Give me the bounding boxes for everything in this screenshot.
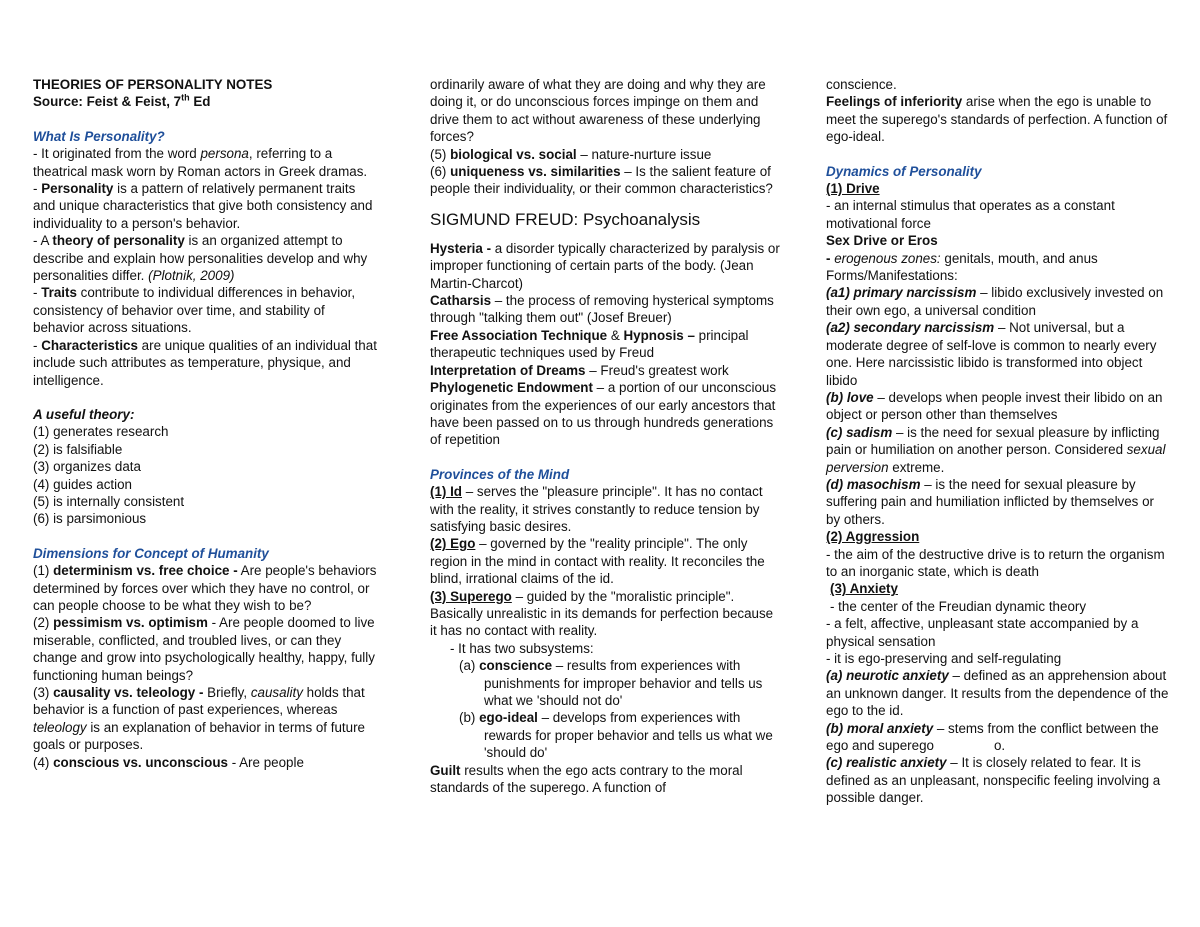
sex-drive-heading: Sex Drive or Eros	[826, 233, 938, 249]
dimension-5: (5) biological vs. social – nature-nurture issue	[430, 146, 712, 162]
dimension-3: (3) causality vs. teleology - Briefly, causality holds that behavior is a function of past experiences, whereas teleology is an explanation of behavior in terms of future goals or purposes.	[33, 685, 365, 753]
column-3	[826, 76, 1171, 807]
dimension-4-cont: ordinarily aware of what they are doing and why they are doing it, or do unconscious forces impinge on them and drive them to act without awareness of these underlying forces?	[430, 77, 766, 145]
love-item: (b) love – develops when people invest their libido on an object or person other than themselves	[826, 389, 1163, 423]
personality-para: - Personality is a pattern of relatively permanent traits and unique characteristics that give both consistency and individuality to a person's behavior.	[33, 181, 373, 231]
sadism-item: (c) sadism – is the need for sexual pleasure by inflicting pain or humiliation on another person. Considered sexual perversion extreme.	[826, 424, 1166, 475]
dimension-2: (2) pessimism vs. optimism - Are people doomed to live miserable, conflicted, and troubled lives, or can they change and grow into psychologically healthy, happy, fully functioning human beings?	[33, 615, 375, 683]
erogenous-zones: - erogenous zones: genitals, mouth, and anus	[826, 250, 1098, 266]
doc-title: THEORIES OF PERSONALITY NOTES	[33, 77, 273, 92]
masochism-item: (d) masochism – is the need for sexual pleasure by suffering pain and humiliation inflicted by themselves or by others.	[826, 476, 1155, 527]
ego-para: (2) Ego – governed by the "reality principle". The only region in the mind in contact with reality. It reconciles the blind, irrational claims of the id.	[430, 536, 765, 587]
anxiety-line-2: - a felt, affective, unpleasant state accompanied by a physical sensation	[826, 616, 1139, 649]
dynamics-heading: Dynamics of Personality	[826, 163, 982, 179]
useful-item: (4) guides action	[33, 476, 132, 492]
traits-para: - Traits contribute to individual differences in behavior, consistency of behavior over time, and stability of behavior across situations.	[33, 285, 356, 336]
anxiety-line-1: - the center of the Freudian dynamic theory	[830, 598, 1087, 614]
ego-ideal-item: (b) ego-ideal – develops from experiences with rewards for proper behavior and tells us what we 'should do'	[459, 710, 773, 761]
primary-narcissism: (a1) primary narcissism – libido exclusively invested on their own ego, a universal condition	[826, 285, 1164, 318]
useful-item: (5) is internally consistent	[33, 493, 185, 509]
useful-item: (3) organizes data	[33, 459, 141, 475]
forms-label: Forms/Manifestations:	[826, 268, 958, 284]
guilt-cont: conscience.	[826, 77, 897, 92]
id-para: (1) Id – serves the "pleasure principle". It has no contact with the reality, it strives constantly to reduce tension by satisfying basic desires.	[430, 484, 763, 534]
what-heading: What Is Personality?	[33, 128, 165, 144]
dimension-4: (4) conscious vs. unconscious - Are people	[33, 754, 304, 770]
useful-item: (1) generates research	[33, 424, 169, 440]
superego-para: (3) Superego – guided by the "moralistic principle". Basically unrealistic in its demands for perfection because it has no contact with reality.	[430, 588, 774, 639]
guilt-para: Guilt results when the ego acts contrary to the moral standards of the superego. A function of	[430, 762, 743, 796]
secondary-narcissism: (a2) secondary narcissism – Not universal, but a moderate degree of self-love is common to nearly every one. Here narcissistic libido is transformed into object libido	[826, 320, 1157, 388]
dimension-1: (1) determinism vs. free choice - Are people's behaviors determined by forces over which they have no control, or can people choose to be what they wish to be?	[33, 563, 377, 613]
useful-item: (2) is falsifiable	[33, 441, 123, 457]
moral-anxiety: (b) moral anxiety – stems from the conflict between the ego and superego o.	[826, 720, 1159, 754]
theory-para: - A theory of personality is an organized attempt to describe and explain how personalities develop and why personalities differ. (Plotnik, 2009)	[33, 233, 368, 284]
dimension-6: (6) uniqueness vs. similarities – Is the salient feature of people their individuality, or their common characteristics?	[430, 164, 773, 197]
column-2	[430, 76, 780, 796]
catharsis-para: Catharsis – the process of removing hysterical symptoms through "talking them out" (Josef Breuer)	[430, 293, 774, 326]
useful-item: (6) is parsimonious	[33, 511, 147, 527]
aggression-text: - the aim of the destructive drive is to return the organism to an inorganic state, which is death	[826, 546, 1165, 579]
column-1	[33, 76, 378, 771]
anxiety-line-3: - it is ego-preserving and self-regulating	[826, 651, 1062, 666]
hysteria-para: Hysteria - a disorder typically characterized by paralysis or improper functioning of certain parts of the body. (Jean Martin-Charcot)	[430, 240, 780, 291]
characteristics-para: - Characteristics are unique qualities of an individual that include such attributes as temperature, physique, and intelligence.	[33, 337, 377, 388]
useful-heading: A useful theory:	[33, 406, 135, 422]
inferiority-para: Feelings of inferiority arise when the ego is unable to meet the superego's standards of perfection. A function of ego-ideal.	[826, 94, 1168, 145]
aggression-heading: (2) Aggression	[826, 529, 920, 545]
neurotic-anxiety: (a) neurotic anxiety – defined as an apprehension about an unknown danger. It results from the dependence of the ego to the id.	[826, 668, 1169, 719]
dimensions-heading: Dimensions for Concept of Humanity	[33, 545, 269, 561]
free-association-para: Free Association Technique & Hypnosis – principal therapeutic techniques used by Freud	[430, 327, 749, 361]
realistic-anxiety: (c) realistic anxiety – It is closely related to fear. It is defined as an unpleasant, nonspecific feeling involving a possible danger.	[826, 755, 1161, 806]
subsystems-line: - It has two subsystems:	[450, 640, 594, 656]
persona-para: - It originated from the word persona, referring to a theatrical mask worn by Roman actors in Greek dramas.	[33, 146, 368, 179]
anxiety-heading: (3) Anxiety	[830, 581, 898, 597]
freud-heading: SIGMUND FREUD: Psychoanalysis	[430, 209, 701, 229]
conscience-item: (a) conscience – results from experiences with punishments for improper behavior and tells us what we 'should not do'	[459, 658, 763, 708]
phylogenetic-para: Phylogenetic Endowment – a portion of our unconscious originates from the experiences of our early ancestors that have been passed on to us through hundreds generations of repetition	[430, 380, 777, 448]
drive-heading: (1) Drive	[826, 181, 880, 197]
provinces-heading: Provinces of the Mind	[430, 466, 570, 482]
source-line: Source: Feist & Feist, 7th Ed	[33, 92, 211, 110]
drive-text: - an internal stimulus that operates as a constant motivational force	[826, 198, 1115, 231]
dreams-para: Interpretation of Dreams – Freud's greatest work	[430, 362, 729, 378]
